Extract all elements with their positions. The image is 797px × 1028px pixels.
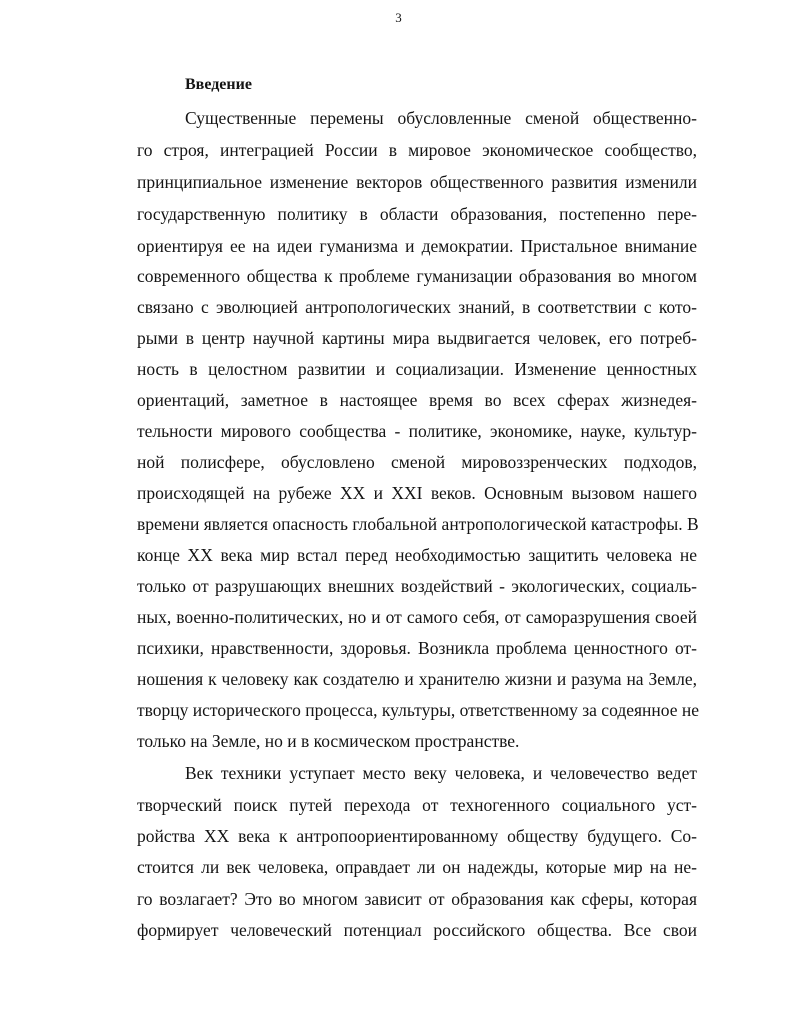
text-line: принципиальное изменение векторов общественного развития изменили bbox=[137, 172, 697, 192]
text-line: только на Земле, но и в космическом пространстве. bbox=[137, 731, 520, 751]
text-line: го возлагает? Это во многом зависит от образования как сферы, которая bbox=[137, 889, 697, 909]
text-line: рыми в центр научной картины мира выдвигается человек, его потреб- bbox=[137, 328, 697, 348]
section-heading: Введение bbox=[185, 76, 252, 93]
text-line: ройства XX века к антропоориентированному обществу будущего. Со- bbox=[137, 826, 697, 846]
text-line: стоится ли век человека, оправдает ли он надежды, которые мир на не- bbox=[137, 857, 697, 877]
text-line: формирует человеческий потенциал российского общества. Все свои bbox=[137, 920, 697, 940]
text-line: современного общества к проблеме гуманизации образования во многом bbox=[137, 266, 697, 286]
text-line: государственную политику в области образования, постепенно пере- bbox=[137, 204, 697, 224]
text-line: только от разрушающих внешних воздействий - экологических, социаль- bbox=[137, 576, 697, 596]
text-line: ориентируя ее на идеи гуманизма и демократии. Пристальное внимание bbox=[137, 236, 697, 256]
text-line: тельности мирового сообщества - политике, экономике, науке, культур- bbox=[137, 421, 697, 441]
text-line: ность в целостном развитии и социализации. Изменение ценностных bbox=[137, 359, 697, 379]
text-line: времени является опасность глобальной антропологической катастрофы. В bbox=[137, 514, 699, 534]
text-line: Существенные перемены обусловленные сменой общественно- bbox=[185, 108, 697, 128]
text-line: связано с эволюцией антропологических знаний, в соответствии с кото- bbox=[137, 297, 697, 317]
text-line: ных, военно-политических, но и от самого себя, от саморазрушения своей bbox=[137, 607, 697, 627]
text-line: ношения к человеку как создателю и хранителю жизни и разума на Земле, bbox=[137, 669, 697, 689]
text-line: психики, нравственности, здоровья. Возникла проблема ценностного от- bbox=[137, 638, 697, 658]
page-number: 3 bbox=[395, 10, 402, 25]
text-line: ориентаций, заметное в настоящее время во всех сферах жизнедея- bbox=[137, 390, 697, 410]
text-line: Век техники уступает место веку человека, и человечество ведет bbox=[185, 763, 697, 783]
text-line: происходящей на рубеже XX и XXI веков. Основным вызовом нашего bbox=[137, 483, 697, 503]
text-line: го строя, интеграцией России в мировое экономическое сообщество, bbox=[137, 140, 697, 160]
text-line: ной полисфере, обусловлено сменой мировоззренческих подходов, bbox=[137, 452, 697, 472]
text-line: конце XX века мир встал перед необходимостью защитить человека не bbox=[137, 545, 697, 565]
text-line: творцу исторического процесса, культуры, ответственному за содеянное не bbox=[137, 700, 700, 720]
text-line: творческий поиск путей перехода от техногенного социального уст- bbox=[137, 795, 697, 815]
